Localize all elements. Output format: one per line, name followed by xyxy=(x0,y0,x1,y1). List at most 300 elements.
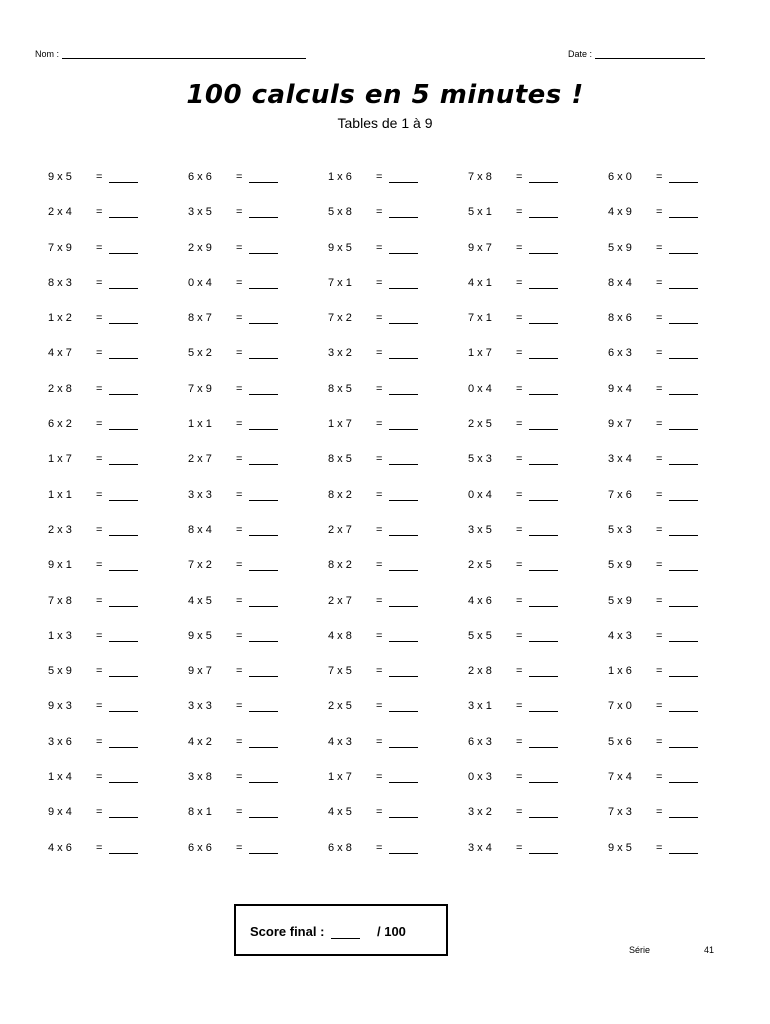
page-subtitle: Tables de 1 à 9 xyxy=(337,115,433,131)
answer-blank[interactable] xyxy=(109,313,138,324)
answer-blank[interactable] xyxy=(249,278,278,289)
equals-sign: = xyxy=(516,453,523,466)
calc-expression: 2 x 3 xyxy=(48,523,72,536)
answer-blank[interactable] xyxy=(389,596,418,607)
calc-expression: 4 x 5 xyxy=(188,594,212,607)
calc-expression: 7 x 5 xyxy=(328,665,352,678)
calc-expression: 4 x 2 xyxy=(188,735,212,748)
equals-sign: = xyxy=(516,171,523,183)
answer-blank[interactable] xyxy=(389,243,418,254)
calc-expression: 6 x 2 xyxy=(48,418,72,431)
equals-sign: = xyxy=(236,629,243,642)
calc-expression: 0 x 4 xyxy=(468,488,492,501)
equals-sign: = xyxy=(516,206,523,219)
calc-expression: 7 x 8 xyxy=(48,594,72,607)
equals-sign: = xyxy=(516,312,523,325)
answer-blank[interactable] xyxy=(389,490,418,501)
equals-sign: = xyxy=(516,665,523,678)
answer-blank[interactable] xyxy=(389,631,418,642)
equals-sign: = xyxy=(376,418,383,431)
answer-blank[interactable] xyxy=(249,419,278,430)
calc-expression: 7 x 9 xyxy=(48,241,72,254)
calc-expression: 3 x 6 xyxy=(48,735,72,748)
answer-blank[interactable] xyxy=(249,348,278,359)
answer-blank[interactable] xyxy=(669,701,698,712)
calc-row xyxy=(0,803,770,838)
equals-sign: = xyxy=(236,382,243,395)
answer-blank[interactable] xyxy=(389,807,418,818)
calc-expression: 8 x 4 xyxy=(188,523,212,536)
equals-sign: = xyxy=(656,735,663,748)
calc-expression: 7 x 9 xyxy=(188,382,212,395)
date-line[interactable] xyxy=(595,48,705,59)
calc-expression: 2 x 7 xyxy=(188,453,212,466)
answer-blank[interactable] xyxy=(389,348,418,359)
calc-expression: 2 x 9 xyxy=(188,241,212,254)
calc-expression: 8 x 7 xyxy=(188,312,212,325)
equals-sign: = xyxy=(236,488,243,501)
date-label: Date : xyxy=(568,49,593,59)
calc-expression: 6 x 6 xyxy=(188,841,212,854)
equals-sign: = xyxy=(236,806,243,819)
answer-blank[interactable] xyxy=(109,525,138,536)
answer-blank[interactable] xyxy=(669,560,698,571)
calc-expression: 3 x 4 xyxy=(608,453,632,466)
equals-sign: = xyxy=(516,276,523,289)
calc-expression: 7 x 4 xyxy=(608,771,632,784)
equals-sign: = xyxy=(96,241,103,254)
answer-blank[interactable] xyxy=(249,807,278,818)
calc-expression: 2 x 8 xyxy=(468,665,492,678)
answer-blank[interactable] xyxy=(529,207,558,218)
calc-expression: 3 x 4 xyxy=(468,841,492,854)
answer-blank[interactable] xyxy=(109,843,138,854)
equals-sign: = xyxy=(516,347,523,360)
equals-sign: = xyxy=(656,488,663,501)
equals-sign: = xyxy=(516,735,523,748)
equals-sign: = xyxy=(656,206,663,219)
name-line[interactable] xyxy=(62,48,306,59)
score-blank[interactable] xyxy=(331,926,360,939)
answer-blank[interactable] xyxy=(249,384,278,395)
calc-expression: 1 x 1 xyxy=(188,418,212,431)
answer-blank[interactable] xyxy=(389,525,418,536)
calc-expression: 7 x 8 xyxy=(468,171,492,183)
answer-blank[interactable] xyxy=(109,348,138,359)
equals-sign: = xyxy=(656,382,663,395)
calc-expression: 6 x 0 xyxy=(608,171,632,183)
answer-blank[interactable] xyxy=(529,348,558,359)
calc-expression: 5 x 9 xyxy=(608,594,632,607)
equals-sign: = xyxy=(516,559,523,572)
answer-blank[interactable] xyxy=(109,772,138,783)
equals-sign: = xyxy=(96,418,103,431)
calc-expression: 3 x 3 xyxy=(188,700,212,713)
calc-expression: 7 x 3 xyxy=(608,806,632,819)
calc-expression: 5 x 2 xyxy=(188,347,212,360)
answer-blank[interactable] xyxy=(109,701,138,712)
answer-blank[interactable] xyxy=(389,172,418,183)
calc-expression: 4 x 7 xyxy=(48,347,72,360)
calc-expression: 2 x 8 xyxy=(48,382,72,395)
calc-expression: 2 x 7 xyxy=(328,523,352,536)
equals-sign: = xyxy=(376,594,383,607)
calc-expression: 4 x 6 xyxy=(48,841,72,854)
calc-expression: 0 x 4 xyxy=(188,276,212,289)
answer-blank[interactable] xyxy=(669,207,698,218)
equals-sign: = xyxy=(236,418,243,431)
equals-sign: = xyxy=(656,347,663,360)
equals-sign: = xyxy=(236,276,243,289)
equals-sign: = xyxy=(656,276,663,289)
calc-expression: 9 x 1 xyxy=(48,559,72,572)
equals-sign: = xyxy=(236,241,243,254)
equals-sign: = xyxy=(236,559,243,572)
answer-blank[interactable] xyxy=(249,207,278,218)
equals-sign: = xyxy=(656,523,663,536)
calc-expression: 4 x 3 xyxy=(328,735,352,748)
calc-expression: 7 x 0 xyxy=(608,700,632,713)
calc-expression: 5 x 3 xyxy=(608,523,632,536)
equals-sign: = xyxy=(656,312,663,325)
equals-sign: = xyxy=(376,841,383,854)
answer-blank[interactable] xyxy=(389,701,418,712)
calc-expression: 9 x 5 xyxy=(48,171,72,183)
equals-sign: = xyxy=(516,382,523,395)
calc-row xyxy=(0,415,770,450)
answer-blank[interactable] xyxy=(109,490,138,501)
calc-row xyxy=(0,627,770,662)
equals-sign: = xyxy=(516,629,523,642)
answer-blank[interactable] xyxy=(109,172,138,183)
equals-sign: = xyxy=(96,665,103,678)
calc-row xyxy=(0,521,770,556)
equals-sign: = xyxy=(96,453,103,466)
calc-expression: 1 x 2 xyxy=(48,312,72,325)
answer-blank[interactable] xyxy=(669,278,698,289)
calc-expression: 2 x 4 xyxy=(48,206,72,219)
answer-blank[interactable] xyxy=(529,419,558,430)
calc-expression: 2 x 7 xyxy=(328,594,352,607)
calc-expression: 9 x 7 xyxy=(188,665,212,678)
equals-sign: = xyxy=(516,488,523,501)
equals-sign: = xyxy=(236,594,243,607)
calc-expression: 4 x 5 xyxy=(328,806,352,819)
equals-sign: = xyxy=(656,594,663,607)
calc-expression: 9 x 7 xyxy=(468,241,492,254)
score-box xyxy=(234,904,448,956)
page-title: 100 calculs en 5 minutes ! xyxy=(186,80,584,110)
answer-blank[interactable] xyxy=(389,384,418,395)
equals-sign: = xyxy=(656,453,663,466)
equals-sign: = xyxy=(236,347,243,360)
calc-expression: 8 x 3 xyxy=(48,276,72,289)
calc-expression: 6 x 3 xyxy=(608,347,632,360)
equals-sign: = xyxy=(516,241,523,254)
equals-sign: = xyxy=(656,841,663,854)
answer-blank[interactable] xyxy=(109,737,138,748)
answer-blank[interactable] xyxy=(669,313,698,324)
calc-row xyxy=(0,768,770,803)
answer-blank[interactable] xyxy=(669,454,698,465)
answer-blank[interactable] xyxy=(669,807,698,818)
calc-expression: 7 x 1 xyxy=(468,312,492,325)
calc-row xyxy=(0,309,770,344)
answer-blank[interactable] xyxy=(529,631,558,642)
calc-expression: 1 x 1 xyxy=(48,488,72,501)
answer-blank[interactable] xyxy=(249,454,278,465)
answer-blank[interactable] xyxy=(249,772,278,783)
answer-blank[interactable] xyxy=(669,737,698,748)
calc-expression: 6 x 3 xyxy=(468,735,492,748)
equals-sign: = xyxy=(376,771,383,784)
answer-blank[interactable] xyxy=(249,525,278,536)
answer-blank[interactable] xyxy=(669,631,698,642)
answer-blank[interactable] xyxy=(669,596,698,607)
answer-blank[interactable] xyxy=(529,172,558,183)
answer-blank[interactable] xyxy=(249,737,278,748)
answer-blank[interactable] xyxy=(669,666,698,677)
answer-blank[interactable] xyxy=(529,701,558,712)
equals-sign: = xyxy=(236,453,243,466)
equals-sign: = xyxy=(376,629,383,642)
equals-sign: = xyxy=(376,488,383,501)
answer-blank[interactable] xyxy=(249,313,278,324)
equals-sign: = xyxy=(96,171,103,183)
calc-expression: 8 x 5 xyxy=(328,453,352,466)
equals-sign: = xyxy=(376,453,383,466)
calculation-grid xyxy=(0,168,770,874)
equals-sign: = xyxy=(376,735,383,748)
calc-expression: 5 x 9 xyxy=(608,559,632,572)
calc-row xyxy=(0,380,770,415)
answer-blank[interactable] xyxy=(529,278,558,289)
answer-blank[interactable] xyxy=(109,384,138,395)
calc-expression: 4 x 8 xyxy=(328,629,352,642)
answer-blank[interactable] xyxy=(669,348,698,359)
equals-sign: = xyxy=(376,806,383,819)
answer-blank[interactable] xyxy=(249,172,278,183)
answer-blank[interactable] xyxy=(529,843,558,854)
answer-blank[interactable] xyxy=(249,631,278,642)
score-total: / 100 xyxy=(377,924,406,939)
equals-sign: = xyxy=(376,700,383,713)
calc-expression: 3 x 2 xyxy=(468,806,492,819)
calc-expression: 9 x 3 xyxy=(48,700,72,713)
answer-blank[interactable] xyxy=(249,243,278,254)
answer-blank[interactable] xyxy=(389,666,418,677)
equals-sign: = xyxy=(236,206,243,219)
equals-sign: = xyxy=(516,806,523,819)
calc-row xyxy=(0,344,770,379)
answer-blank[interactable] xyxy=(529,560,558,571)
answer-blank[interactable] xyxy=(109,631,138,642)
calc-expression: 3 x 3 xyxy=(188,488,212,501)
equals-sign: = xyxy=(96,806,103,819)
equals-sign: = xyxy=(96,629,103,642)
answer-blank[interactable] xyxy=(529,525,558,536)
calc-expression: 8 x 4 xyxy=(608,276,632,289)
equals-sign: = xyxy=(96,771,103,784)
score-label: Score final : xyxy=(250,924,325,939)
calc-expression: 3 x 5 xyxy=(468,523,492,536)
calc-expression: 5 x 6 xyxy=(608,735,632,748)
equals-sign: = xyxy=(96,841,103,854)
answer-blank[interactable] xyxy=(529,454,558,465)
answer-blank[interactable] xyxy=(669,243,698,254)
equals-sign: = xyxy=(656,171,663,183)
answer-blank[interactable] xyxy=(109,419,138,430)
answer-blank[interactable] xyxy=(669,772,698,783)
answer-blank[interactable] xyxy=(109,454,138,465)
calc-expression: 5 x 5 xyxy=(468,629,492,642)
calc-row xyxy=(0,556,770,591)
equals-sign: = xyxy=(96,523,103,536)
calc-expression: 9 x 5 xyxy=(608,841,632,854)
equals-sign: = xyxy=(96,382,103,395)
answer-blank[interactable] xyxy=(109,560,138,571)
calc-expression: 2 x 5 xyxy=(328,700,352,713)
calc-expression: 3 x 2 xyxy=(328,347,352,360)
answer-blank[interactable] xyxy=(389,843,418,854)
equals-sign: = xyxy=(656,559,663,572)
equals-sign: = xyxy=(656,665,663,678)
answer-blank[interactable] xyxy=(109,666,138,677)
equals-sign: = xyxy=(516,594,523,607)
equals-sign: = xyxy=(516,523,523,536)
answer-blank[interactable] xyxy=(669,490,698,501)
equals-sign: = xyxy=(236,771,243,784)
answer-blank[interactable] xyxy=(389,278,418,289)
calc-expression: 5 x 9 xyxy=(48,665,72,678)
calc-expression: 4 x 3 xyxy=(608,629,632,642)
calc-expression: 9 x 4 xyxy=(48,806,72,819)
calc-row xyxy=(0,697,770,732)
calc-expression: 3 x 5 xyxy=(188,206,212,219)
equals-sign: = xyxy=(236,841,243,854)
answer-blank[interactable] xyxy=(389,560,418,571)
answer-blank[interactable] xyxy=(109,807,138,818)
answer-blank[interactable] xyxy=(669,525,698,536)
equals-sign: = xyxy=(656,806,663,819)
equals-sign: = xyxy=(96,735,103,748)
calc-expression: 1 x 7 xyxy=(328,418,352,431)
calc-row xyxy=(0,274,770,309)
answer-blank[interactable] xyxy=(669,384,698,395)
equals-sign: = xyxy=(376,171,383,183)
answer-blank[interactable] xyxy=(529,313,558,324)
calc-expression: 8 x 6 xyxy=(608,312,632,325)
equals-sign: = xyxy=(656,241,663,254)
answer-blank[interactable] xyxy=(109,243,138,254)
answer-blank[interactable] xyxy=(109,596,138,607)
equals-sign: = xyxy=(376,241,383,254)
answer-blank[interactable] xyxy=(249,596,278,607)
calc-expression: 3 x 8 xyxy=(188,771,212,784)
equals-sign: = xyxy=(376,382,383,395)
serie-number: 41 xyxy=(704,945,715,955)
calc-expression: 8 x 2 xyxy=(328,559,352,572)
answer-blank[interactable] xyxy=(529,772,558,783)
answer-blank[interactable] xyxy=(249,666,278,677)
equals-sign: = xyxy=(96,488,103,501)
name-field[interactable] xyxy=(35,48,306,59)
calc-row xyxy=(0,239,770,274)
answer-blank[interactable] xyxy=(389,419,418,430)
answer-blank[interactable] xyxy=(669,419,698,430)
equals-sign: = xyxy=(656,700,663,713)
equals-sign: = xyxy=(236,700,243,713)
calc-expression: 9 x 7 xyxy=(608,418,632,431)
calc-expression: 0 x 4 xyxy=(468,382,492,395)
calc-expression: 6 x 8 xyxy=(328,841,352,854)
calc-row xyxy=(0,733,770,768)
equals-sign: = xyxy=(516,841,523,854)
answer-blank[interactable] xyxy=(389,207,418,218)
calc-expression: 1 x 3 xyxy=(48,629,72,642)
calc-expression: 1 x 7 xyxy=(328,771,352,784)
answer-blank[interactable] xyxy=(529,384,558,395)
equals-sign: = xyxy=(96,206,103,219)
answer-blank[interactable] xyxy=(669,172,698,183)
calc-expression: 3 x 1 xyxy=(468,700,492,713)
answer-blank[interactable] xyxy=(389,313,418,324)
equals-sign: = xyxy=(516,700,523,713)
answer-blank[interactable] xyxy=(249,490,278,501)
equals-sign: = xyxy=(376,347,383,360)
equals-sign: = xyxy=(376,559,383,572)
calc-row xyxy=(0,168,770,203)
equals-sign: = xyxy=(96,594,103,607)
answer-blank[interactable] xyxy=(389,737,418,748)
answer-blank[interactable] xyxy=(669,843,698,854)
answer-blank[interactable] xyxy=(529,490,558,501)
equals-sign: = xyxy=(516,771,523,784)
answer-blank[interactable] xyxy=(389,772,418,783)
answer-blank[interactable] xyxy=(389,454,418,465)
date-field[interactable] xyxy=(568,48,705,59)
answer-blank[interactable] xyxy=(529,807,558,818)
equals-sign: = xyxy=(236,665,243,678)
answer-blank[interactable] xyxy=(109,278,138,289)
calc-expression: 8 x 5 xyxy=(328,382,352,395)
answer-blank[interactable] xyxy=(109,207,138,218)
calc-expression: 7 x 1 xyxy=(328,276,352,289)
answer-blank[interactable] xyxy=(249,560,278,571)
calc-expression: 5 x 1 xyxy=(468,206,492,219)
calc-expression: 2 x 5 xyxy=(468,559,492,572)
name-label: Nom : xyxy=(35,49,60,59)
answer-blank[interactable] xyxy=(249,843,278,854)
answer-blank[interactable] xyxy=(249,701,278,712)
equals-sign: = xyxy=(236,523,243,536)
answer-blank[interactable] xyxy=(529,243,558,254)
answer-blank[interactable] xyxy=(529,737,558,748)
equals-sign: = xyxy=(236,735,243,748)
serie-label: Série xyxy=(629,945,651,955)
answer-blank[interactable] xyxy=(529,666,558,677)
equals-sign: = xyxy=(376,523,383,536)
answer-blank[interactable] xyxy=(529,596,558,607)
calc-expression: 2 x 5 xyxy=(468,418,492,431)
calc-row xyxy=(0,839,770,874)
equals-sign: = xyxy=(96,347,103,360)
calc-row xyxy=(0,486,770,521)
calc-expression: 4 x 9 xyxy=(608,206,632,219)
equals-sign: = xyxy=(376,276,383,289)
equals-sign: = xyxy=(516,418,523,431)
calc-row xyxy=(0,203,770,238)
